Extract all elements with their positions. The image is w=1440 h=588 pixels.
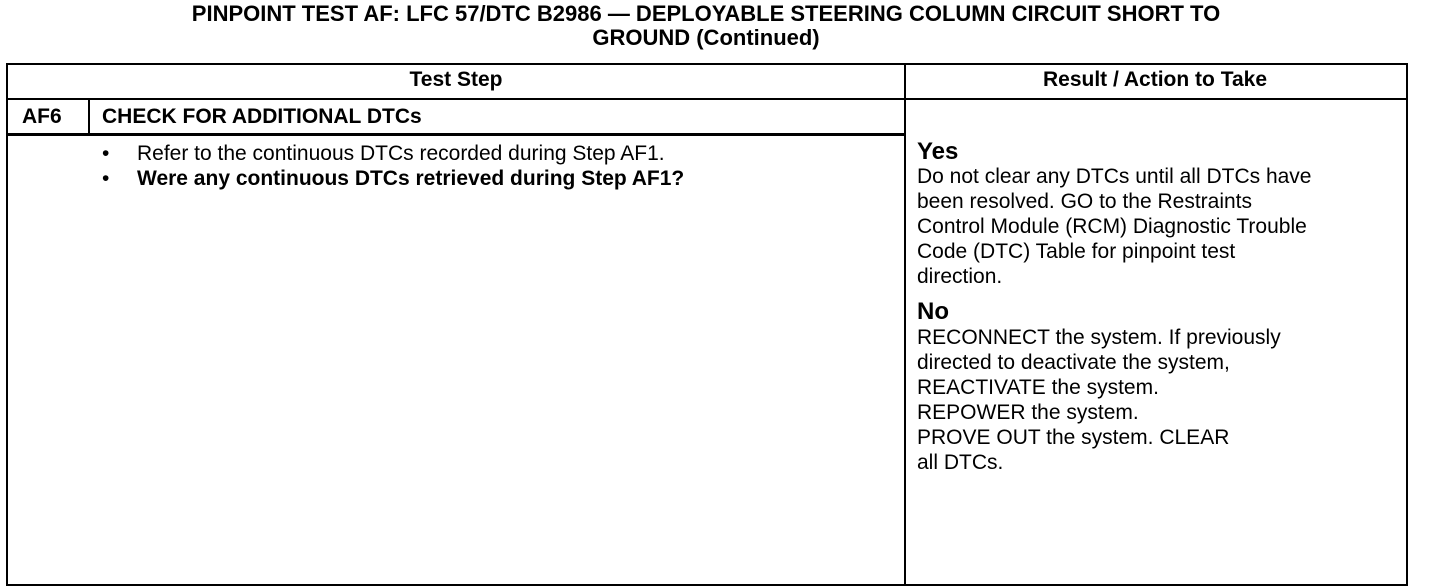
yes-line-4: Code (DTC) Table for pinpoint test [917, 240, 1236, 263]
title-line-2: GROUND (Continued) [592, 25, 820, 50]
yes-line-5: direction. [917, 265, 1003, 288]
bullet-1-text: Refer to the continuous DTCs recorded during Step AF1. [137, 142, 665, 165]
column-divider [904, 63, 906, 584]
no-line-6: all DTCs. [917, 451, 1004, 474]
title-line-1: PINPOINT TEST AF: LFC 57/DTC B2986 — DEPLOYABLE STEERING COLUMN CIRCUIT SHORT TO [191, 1, 1221, 26]
header-divider [6, 98, 1406, 100]
bullet-2-glyph: • [102, 167, 110, 190]
no-line-4: REPOWER the system. [917, 401, 1139, 424]
step-id-divider [88, 99, 90, 135]
result-no-label: No [917, 298, 949, 325]
yes-line-2: been resolved. GO to the Restraints [917, 190, 1253, 213]
bullet-1-glyph: • [102, 142, 110, 165]
step-id: AF6 [22, 105, 62, 128]
step-name: CHECK FOR ADDITIONAL DTCs [102, 105, 422, 128]
result-yes-action [917, 164, 1311, 289]
header-test-step: Test Step [409, 68, 503, 91]
no-line-1: RECONNECT the system. If previously [917, 326, 1281, 349]
no-line-3: REACTIVATE the system. [917, 376, 1159, 399]
page-title [0, 2, 1412, 50]
yes-line-1: Do not clear any DTCs until all DTCs have [917, 165, 1312, 188]
bullet-2-text: Were any continuous DTCs retrieved during Step AF1? [137, 167, 685, 190]
result-no-action [917, 325, 1281, 475]
step-row-divider [6, 133, 906, 136]
result-yes-label: Yes [917, 138, 959, 165]
no-line-5: PROVE OUT the system. CLEAR [917, 426, 1230, 449]
no-line-2: directed to deactivate the system, [917, 351, 1230, 374]
header-result-action: Result / Action to Take [1042, 68, 1268, 91]
yes-line-3: Control Module (RCM) Diagnostic Trouble [917, 215, 1307, 238]
